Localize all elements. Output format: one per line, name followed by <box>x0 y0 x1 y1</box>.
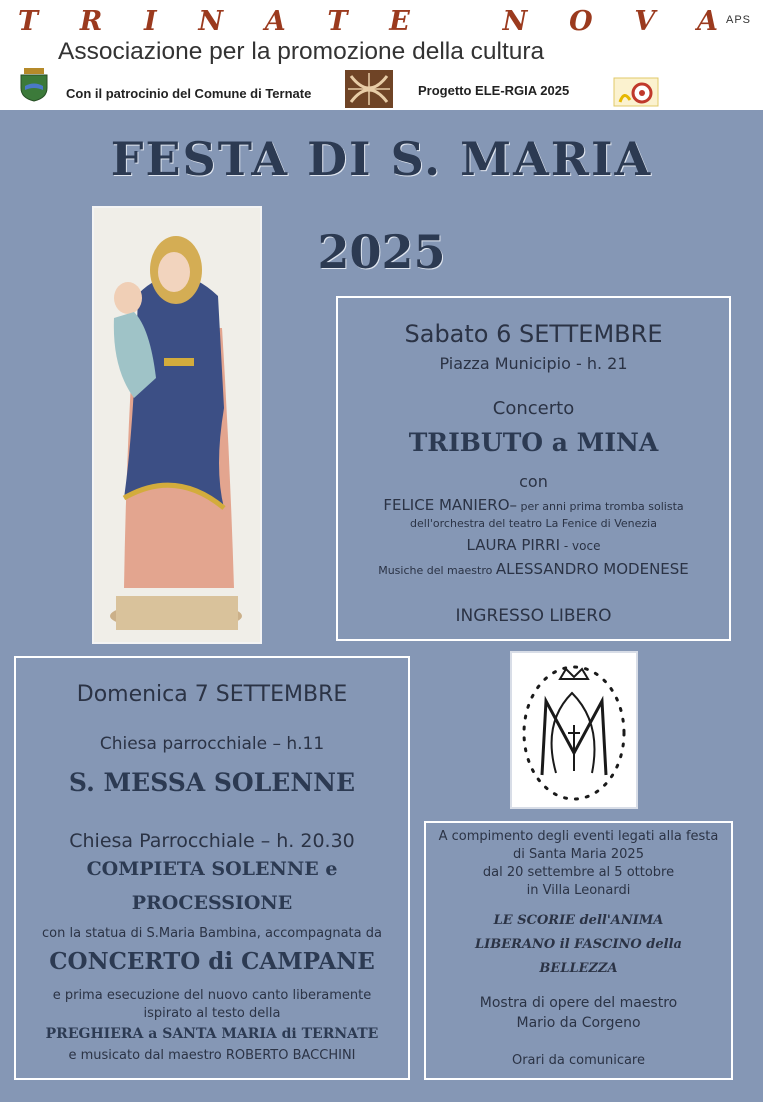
ternate-crest-icon <box>18 66 50 102</box>
exhibition-title-3: BELLEZZA <box>539 961 618 976</box>
brand-letter: E <box>389 6 410 37</box>
performer-1-name: FELICE MANIERO– <box>383 496 518 514</box>
brand-letter: N <box>502 6 528 37</box>
procession-title: PROCESSIONE <box>131 892 293 914</box>
bells-concert-title: CONCERTO di CAMPANE <box>49 948 375 975</box>
marian-monogram-image <box>510 651 638 809</box>
aps-label: APS <box>726 14 752 26</box>
page-year: 2025 <box>317 225 446 279</box>
brand-letter: T <box>18 6 39 37</box>
brand-letter: T <box>327 6 348 37</box>
exhibition-venue: in Villa Leonardi <box>526 883 631 898</box>
composer-credit <box>16 1048 408 1063</box>
association-subtitle: Associazione per la promozione della cultura <box>58 38 545 65</box>
prayer-title: PREGHIERA a SANTA MARIA di TERNATE <box>45 1026 379 1042</box>
brand-letter: A <box>264 6 286 37</box>
exhibition-intro-2: di Santa Maria 2025 <box>513 847 644 862</box>
first-performance-note: e prima esecuzione del nuovo canto liberamente <box>52 988 372 1003</box>
exhibition-box <box>424 821 733 1080</box>
exhibition-title-1: LE SCORIE dell'ANIMA <box>493 913 664 928</box>
composer-prefix: e musicato dal maestro <box>68 1048 226 1063</box>
sunday-event-box <box>14 656 410 1080</box>
brand-letter: I <box>143 6 157 37</box>
music-credit-name: ALESSANDRO MODENESE <box>495 560 689 578</box>
patronage-text: Con il patrocinio del Comune di Ternate <box>66 86 312 101</box>
performer-2-name: LAURA PIRRI <box>466 536 561 554</box>
performer-1-orchestra: dell'orchestra del teatro La Fenice di Venezia <box>410 517 657 530</box>
performer-2 <box>338 536 729 554</box>
statue-note: con la statua di S.Maria Bambina, accompagnata da <box>42 926 382 941</box>
composer-name: ROBERTO BACCHINI <box>225 1048 356 1063</box>
exhibition-intro-1: A compimento degli eventi legati alla festa <box>438 829 719 844</box>
performer-1-role: per anni prima tromba solista <box>517 500 684 513</box>
saturday-with: con <box>519 472 548 491</box>
free-entry: INGRESSO LIBERO <box>455 606 612 626</box>
saturday-kind: Concerto <box>492 398 575 419</box>
saturday-date: Sabato 6 SETTEMBRE <box>404 320 663 348</box>
brand-letter: R <box>79 6 103 37</box>
celtic-knot-icon <box>345 70 393 108</box>
sunday-date: Domenica 7 SETTEMBRE <box>76 682 348 707</box>
exhibition-title-2: LIBERANO il FASCINO della <box>475 937 682 952</box>
madonna-statue-photo <box>92 206 262 644</box>
brand-letter: A <box>697 6 718 37</box>
snail-logo-icon <box>606 76 662 108</box>
music-credit-prefix: Musiche del maestro <box>378 564 496 577</box>
exhibition-hours: Orari da comunicare <box>511 1053 645 1068</box>
saturday-place: Piazza Municipio - h. 21 <box>439 354 628 373</box>
saturday-event-box <box>336 296 731 641</box>
brand-letter <box>452 6 461 37</box>
music-credit <box>338 560 729 578</box>
sunday-evening-place: Chiesa Parrocchiale – h. 20.30 <box>69 830 355 852</box>
solemn-mass-title: S. MESSA SOLENNE <box>68 768 356 797</box>
performer-2-role: - voce <box>560 539 601 553</box>
brand-letter: V <box>634 6 656 37</box>
project-label: Progetto ELE-RGIA 2025 <box>418 83 570 98</box>
inspired-note: ispirato al testo della <box>143 1006 281 1021</box>
brand-letter: N <box>198 6 224 37</box>
page-title: FESTA DI S. MARIA <box>110 132 653 186</box>
exhibition-desc-1: Mostra di opere del maestro <box>479 995 678 1011</box>
sunday-mass-place: Chiesa parrocchiale – h.11 <box>99 734 325 754</box>
exhibition-intro-3: dal 20 settembre al 5 ottobre <box>482 865 675 880</box>
saturday-event-title: TRIBUTO a MINA <box>408 428 659 457</box>
exhibition-artist: Mario da Corgeno <box>516 1015 641 1031</box>
compieta-title: COMPIETA SOLENNE e <box>86 858 338 880</box>
brand-name <box>18 6 718 37</box>
header-banner <box>0 0 763 110</box>
performer-1 <box>338 496 729 514</box>
brand-letter: O <box>569 6 593 37</box>
